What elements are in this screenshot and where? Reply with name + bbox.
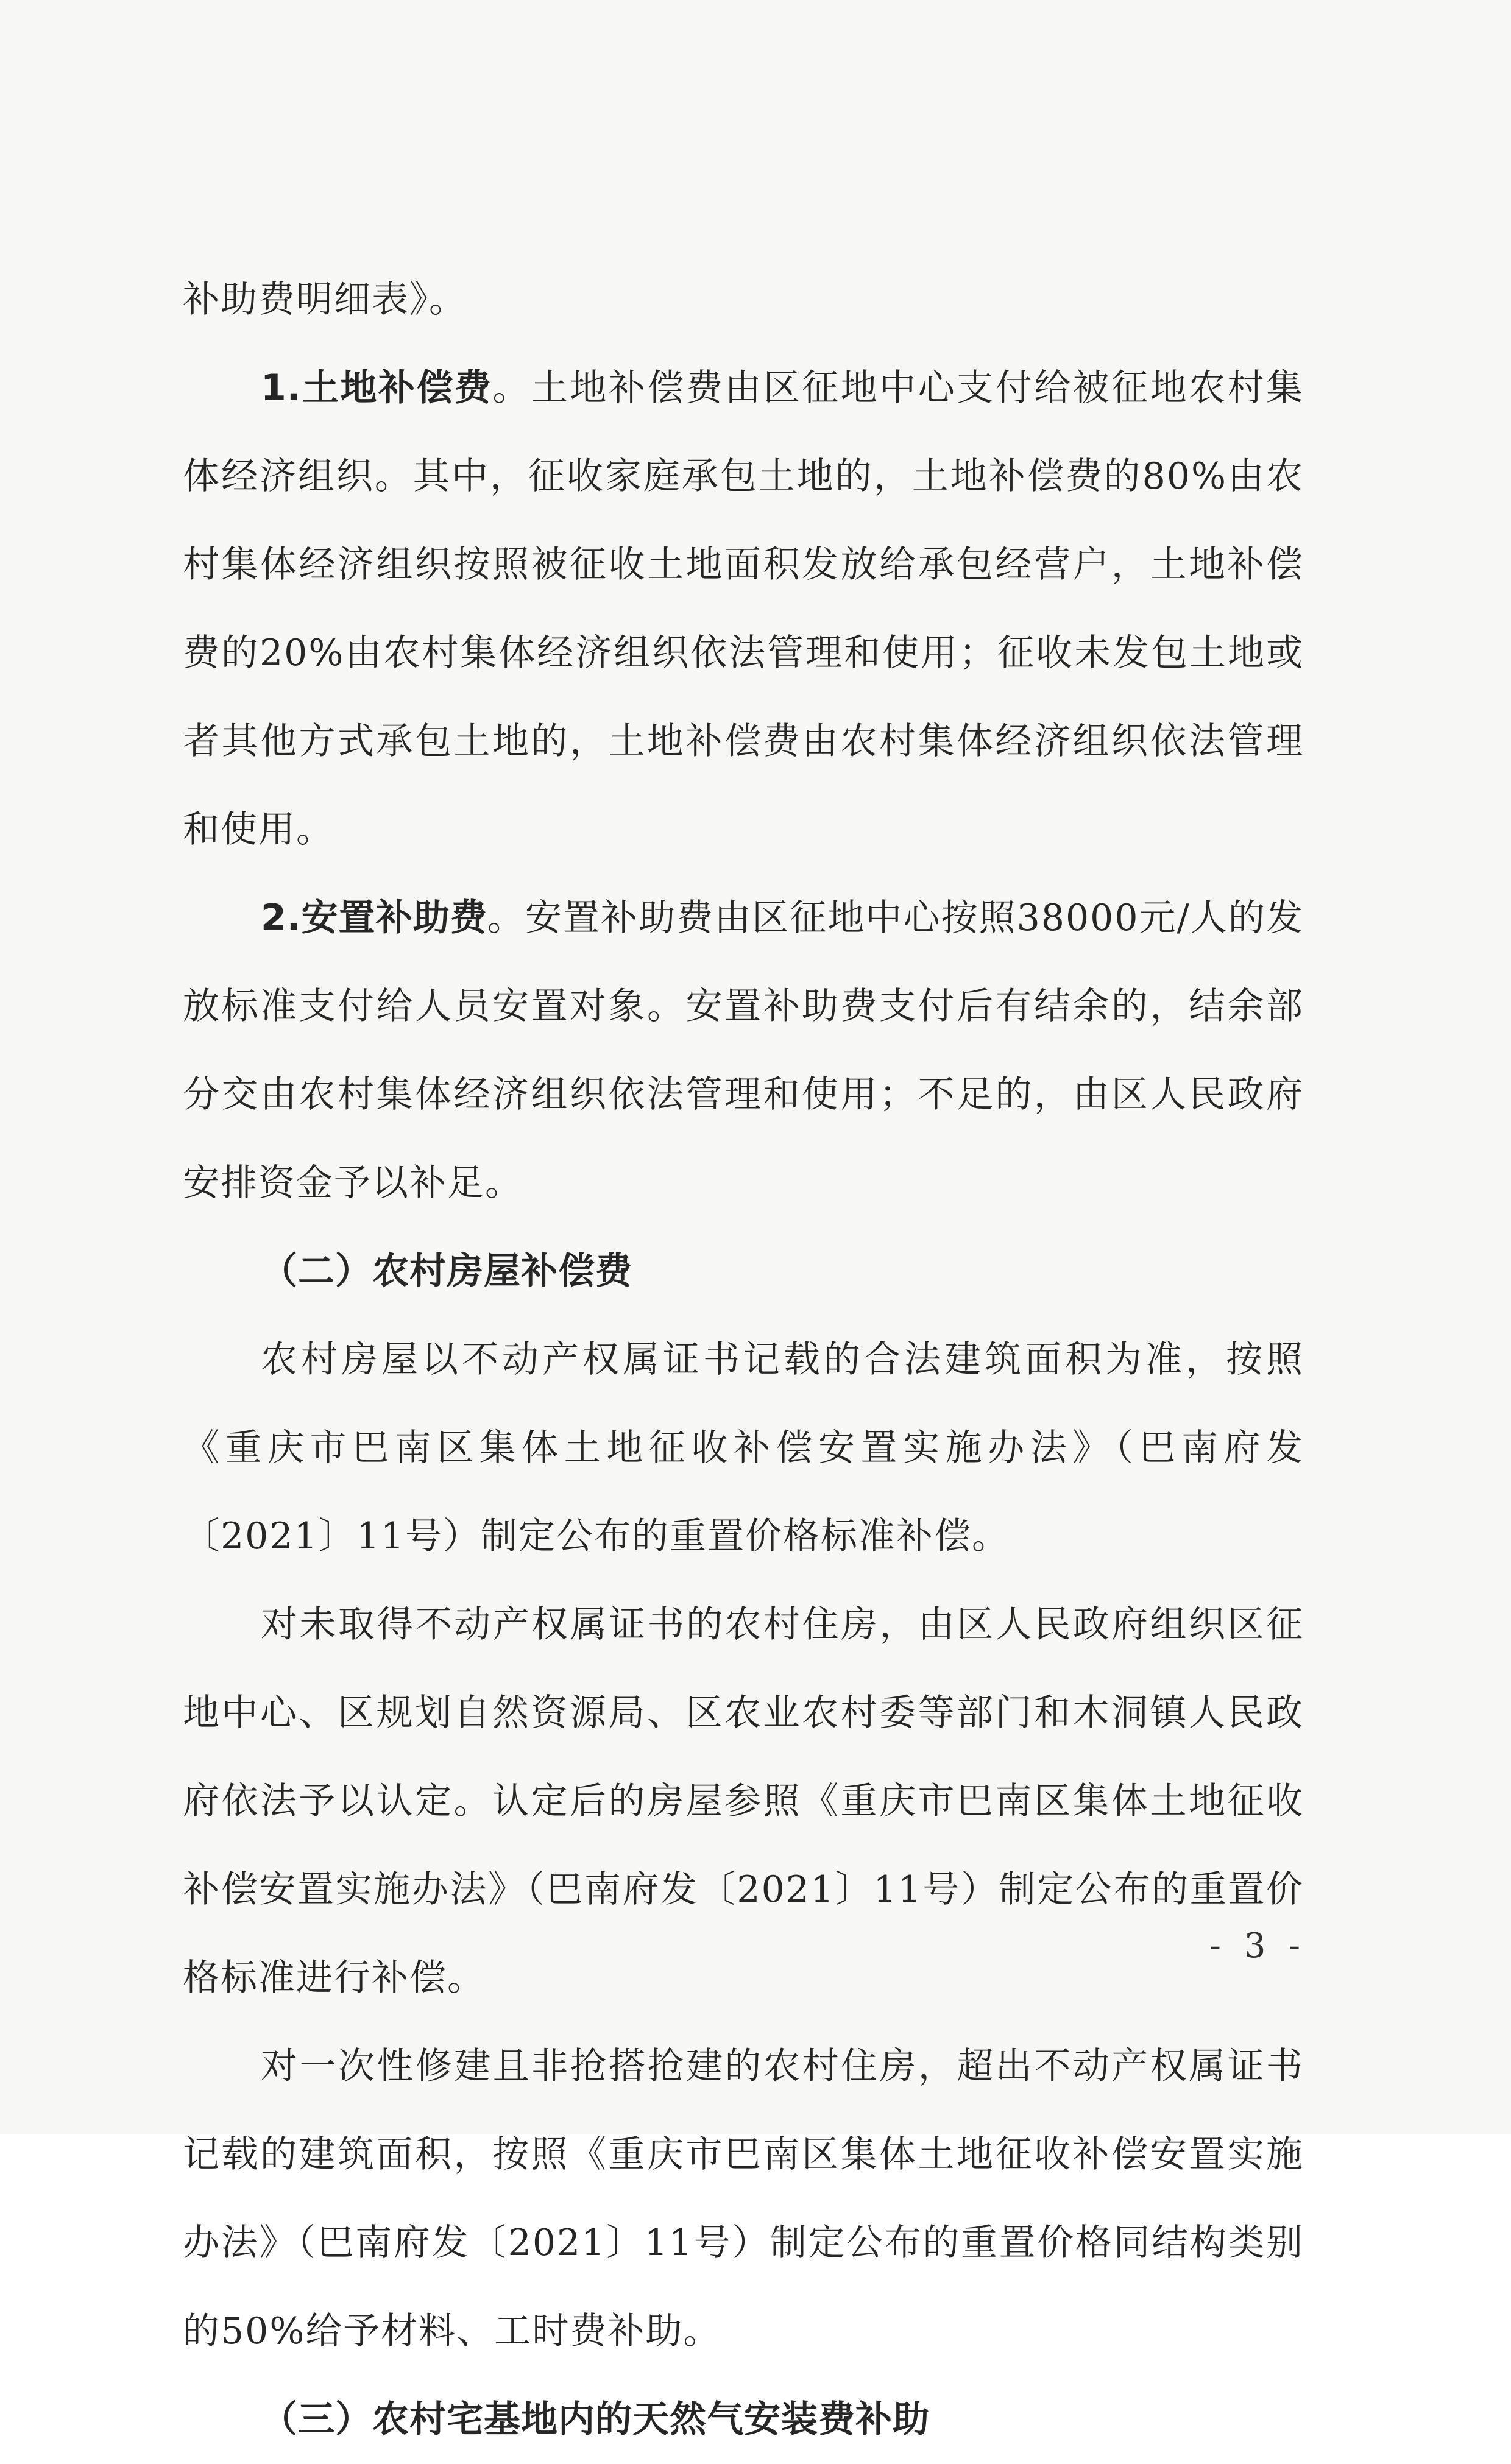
section-two-heading: （二）农村房屋补偿费: [261, 1250, 632, 1293]
land-compensation-heading: 1.土地补偿费: [261, 367, 493, 409]
resettlement-subsidy-heading: 2.安置补助费: [261, 897, 487, 939]
paragraph-excess-area-subsidy: [183, 2022, 1304, 2376]
natural-gas-subsidy-heading: [183, 2376, 1304, 2464]
paragraph-resettlement-subsidy: [183, 874, 1304, 1227]
paragraph-land-compensation: [183, 344, 1304, 874]
document-body: [183, 256, 1304, 2464]
page-number: - 3 -: [1209, 1926, 1307, 1966]
rural-housing-standard-text: 农村房屋以不动产权属证书记载的合法建筑面积为准，按照《重庆市巴南区集体土地征收补偿安置实施办法》（巴南府发〔2021〕11号）制定公布的重置价格标准补偿。: [183, 1338, 1304, 1558]
paragraph-unregistered-housing: [183, 1581, 1304, 2022]
excess-area-subsidy-text: 对一次性修建且非抢搭抢建的农村住房，超出不动产权属证书记载的建筑面积，按照《重庆市巴南区集体土地征收补偿安置实施办法》（巴南府发〔2021〕11号）制定公布的重置价格同结构类别的50%给予材料、工时费补助。: [183, 2045, 1304, 2353]
section-three-heading: （三）农村宅基地内的天然气安装费补助: [261, 2398, 930, 2441]
land-compensation-text: 。土地补偿费由区征地中心支付给被征地农村集体经济组织。其中，征收家庭承包土地的，土地补偿费的80%由农村集体经济组织按照被征收土地面积发放给承包经营户，土地补偿费的20%由农村集体经济组织依法管理和使用；征收未发包土地或者其他方式承包土地的，土地补偿费由农村集体经济组织依法管理和使用。: [183, 367, 1304, 851]
rural-housing-compensation-heading: [183, 1227, 1304, 1316]
paragraph-1-text: 补助费明细表》。: [183, 278, 467, 321]
resettlement-subsidy-text: 。安置补助费由区征地中心按照38000元/人的发放标准支付给人员安置对象。安置补助费支付后有结余的，结余部分交由农村集体经济组织依法管理和使用；不足的，由区人民政府安排资金予以补足。: [183, 897, 1304, 1204]
paragraph-rural-housing-standard: [183, 1316, 1304, 1581]
unregistered-housing-text: 对未取得不动产权属证书的农村住房，由区人民政府组织区征地中心、区规划自然资源局、区农业农村委等部门和木洞镇人民政府依法予以认定。认定后的房屋参照《重庆市巴南区集体土地征收补偿安置实施办法》（巴南府发〔2021〕11号）制定公布的重置价格标准进行补偿。: [183, 1603, 1304, 1999]
paragraph-1: [183, 256, 1304, 344]
